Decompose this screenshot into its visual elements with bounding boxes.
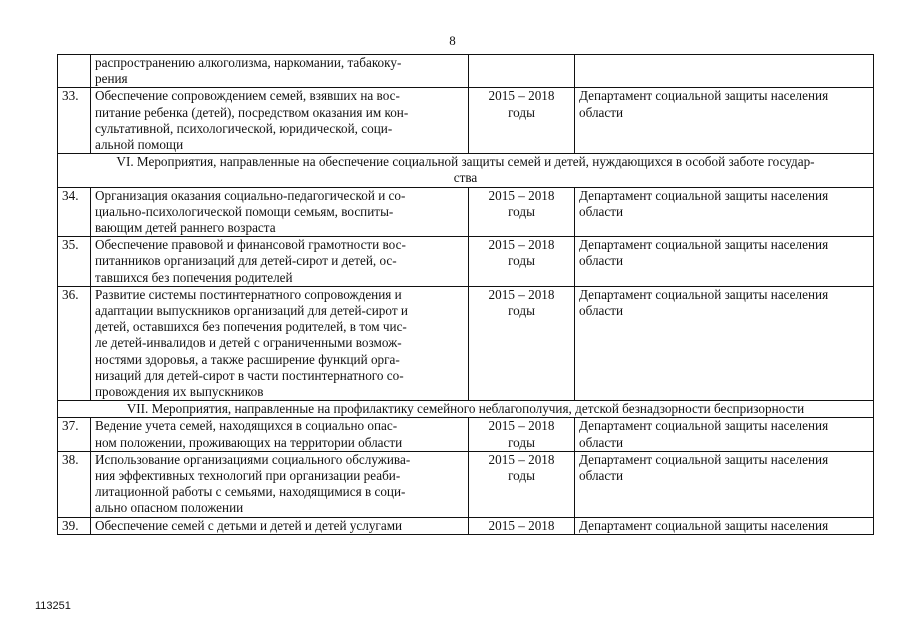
item-executor: Департамент социальной защиты населения области [575, 286, 874, 400]
item-period: 2015 – 2018 годы [469, 418, 575, 451]
item-executor: Департамент социальной защиты населения области [575, 418, 874, 451]
item-number: 36. [58, 286, 91, 400]
item-period: 2015 – 2018 годы [469, 88, 575, 154]
item-description: Обеспечение правовой и финансовой грамотности вос- питанников организаций для детей-сирот и детей, ос- тавшихся без попечения родителей [91, 237, 469, 287]
item-description: Использование организациями социального обслужива- ния эффективных технологий при организации реаби- литационной работы с семьями, находящимися в соци- ально опасном положении [91, 451, 469, 517]
item-description: Обеспечение сопровождением семей, взявших на вос- питание ребенка (детей), посредством оказания им кон- сультативной, психологической, юридической, соци- альной помощи [91, 88, 469, 154]
item-period: 2015 – 2018 годы [469, 286, 575, 400]
table-row [58, 187, 874, 237]
item-executor: Департамент социальной защиты населения области [575, 451, 874, 517]
item-period: 2015 – 2018 годы [469, 451, 575, 517]
table-row [58, 451, 874, 517]
table-row [58, 88, 874, 154]
item-number: 37. [58, 418, 91, 451]
item-period: 2015 – 2018 [469, 517, 575, 534]
item-description: распространению алкоголизма, наркомании, табакоку- рения [91, 55, 469, 88]
item-description: Ведение учета семей, находящихся в социально опас- ном положении, проживающих на территории области [91, 418, 469, 451]
table-row [58, 517, 874, 534]
item-number: 35. [58, 237, 91, 287]
item-period: 2015 – 2018 годы [469, 237, 575, 287]
item-number [58, 55, 91, 88]
item-executor [575, 55, 874, 88]
measures-table-body [58, 55, 874, 535]
item-period: 2015 – 2018 годы [469, 187, 575, 237]
section-heading: VI. Мероприятия, направленные на обеспечение социальной защиты семей и детей, нуждающихся в особой заботе государ- ства [58, 154, 874, 187]
item-number: 38. [58, 451, 91, 517]
table-row [58, 286, 874, 400]
table-row [58, 237, 874, 287]
document-code: 113251 [35, 600, 71, 612]
section-heading-row [58, 401, 874, 418]
item-executor: Департамент социальной защиты населения области [575, 237, 874, 287]
page-number: 8 [449, 33, 456, 48]
item-description: Развитие системы постинтернатного сопровождения и адаптации выпускников организаций для детей-сирот и детей, оставшихся без попечения родителей, в том чис- ле детей-инвалидов и детей с ограниченными возмож- ностями здоровья, а также расширение функций орга- низаций для детей-сирот в части постинтернатного со- провождения их выпускников [91, 286, 469, 400]
table-row [58, 418, 874, 451]
item-executor: Департамент социальной защиты населения области [575, 88, 874, 154]
item-executor: Департамент социальной защиты населения [575, 517, 874, 534]
item-executor: Департамент социальной защиты населения области [575, 187, 874, 237]
table-row [58, 55, 874, 88]
item-description: Обеспечение семей с детьми и детей и детей услугами [91, 517, 469, 534]
measures-table [57, 54, 874, 535]
section-heading-row [58, 154, 874, 187]
item-description: Организация оказания социально-педагогической и со- циально-психологической помощи семьям, воспиты- вающим детей раннего возраста [91, 187, 469, 237]
section-heading: VII. Мероприятия, направленные на профилактику семейного неблагополучия, детской безнадзорности беспризорности [58, 401, 874, 418]
item-period [469, 55, 575, 88]
item-number: 34. [58, 187, 91, 237]
item-number: 39. [58, 517, 91, 534]
item-number: 33. [58, 88, 91, 154]
